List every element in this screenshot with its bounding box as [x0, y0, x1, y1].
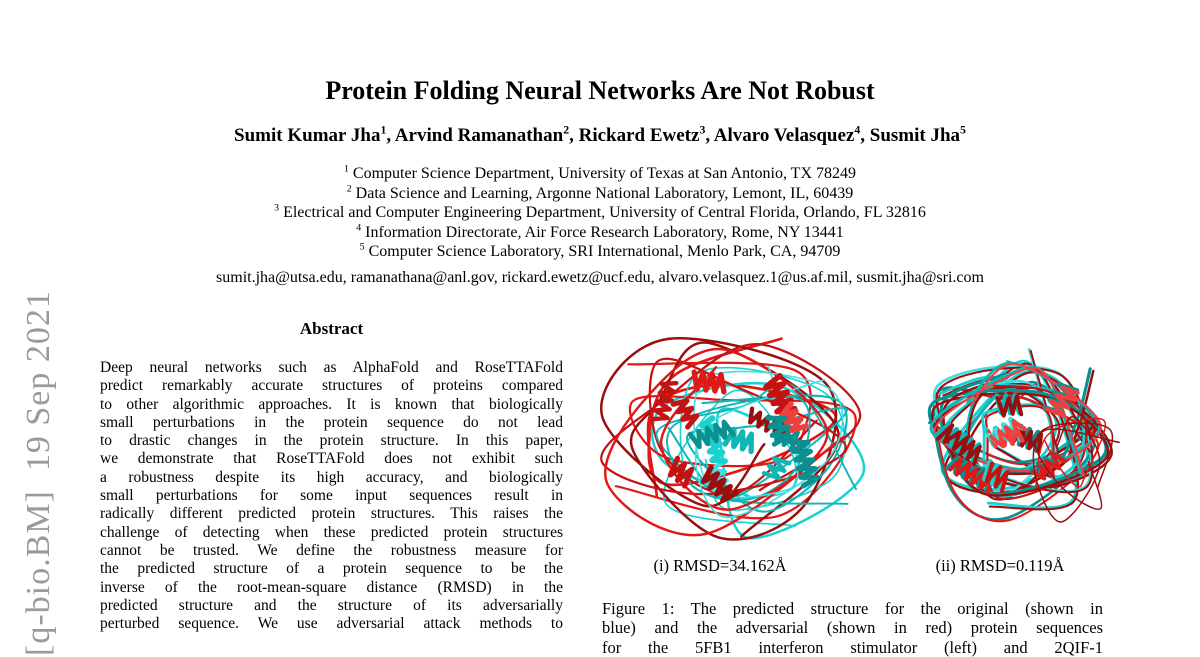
affiliation-superscript: 5: [359, 241, 365, 253]
abstract-line: cannot be trusted. We define the robustness measure for: [100, 541, 563, 559]
affiliation-superscript: 3: [274, 202, 280, 214]
abstract-line: to other algorithmic approaches. It is known that biologically: [100, 395, 563, 413]
author-name: Alvaro Velasquez: [713, 125, 855, 146]
author-superscript: 4: [854, 123, 861, 137]
affiliation-line: $^5$ Computer Science Laboratory, SRI International, Menlo Park, CA, 94709: [359, 241, 841, 260]
figure-caption-line: blue) and the adversarial (shown in red) protein sequences: [602, 618, 1103, 638]
author-superscript: 2: [563, 123, 570, 137]
abstract-line: predict remarkably accurate structures of proteins compared: [100, 377, 563, 395]
figure-caption: [602, 599, 1103, 657]
author-superscript: 1: [380, 123, 387, 137]
abstract-line: small perturbations for some input sequences result in: [100, 487, 563, 505]
affiliation-superscript: 2: [346, 183, 352, 195]
author-line: Sumit Kumar Jha$^1$, Arvind Ramanathan$^2$, Rickard Ewetz$^3$, Alvaro Velasquez$^4$, Susmit Jha$^5$: [234, 123, 966, 146]
abstract-line: radically different predicted protein structures. This raises the: [100, 505, 563, 523]
author-superscript: 5: [960, 123, 966, 137]
abstract-line: perturbed sequence. We use adversarial attack methods to: [100, 615, 563, 633]
affiliation-line: $^3$ Electrical and Computer Engineering Department, University of Central Florida, Orlando, FL 32816: [274, 202, 926, 221]
protein-ribbon-strand: [653, 383, 676, 419]
abstract-section: [100, 320, 563, 633]
affiliation-line: $^2$ Data Science and Learning, Argonne National Laboratory, Lemont, IL, 60439: [346, 183, 854, 202]
abstract-line: Deep neural networks such as AlphaFold and RoseTTAFold: [100, 359, 563, 376]
figure-caption-line: Figure 1: The predicted structure for the original (shown in: [602, 599, 1103, 618]
abstract-line: a robustness despite its high accuracy, and biologically: [100, 468, 563, 486]
abstract-line: the predicted structure of a protein sequence to be the: [100, 560, 563, 578]
author-superscript: 3: [699, 123, 706, 137]
abstract-line: inverse of the root-mean-square distance (RMSD) in the: [100, 578, 563, 596]
abstract-line: to drastic changes in the protein structure. In this paper,: [100, 432, 563, 450]
author-name: Rickard Ewetz: [578, 125, 700, 146]
figure-subcaption-ii: (ii) RMSD=0.119Å: [935, 556, 1065, 575]
figure-caption-line: for the 5FB1 interferon stimulator (left) and 2QIF-1: [602, 637, 1103, 657]
paper-title: Protein Folding Neural Networks Are Not Robust: [325, 76, 875, 105]
abstract-heading: Abstract: [299, 319, 364, 338]
affiliation-line: $^1$ Computer Science Department, University of Texas at San Antonio, TX 78249: [343, 163, 857, 182]
affiliation-superscript: 1: [343, 163, 349, 175]
email-line: sumit.jha@utsa.edu, ramanathana@anl.gov, rickard.ewetz@ucf.edu, alvaro.velasquez.1@us.af.mil, susmit.jha@sri.com: [216, 268, 984, 286]
protein-structures-figure: [598, 329, 1163, 555]
arxiv-watermark: [q-bio.BM] 19 Sep 2021: [20, 290, 57, 656]
abstract-line: we demonstrate that RoseTTAFold does not exhibit such: [100, 450, 563, 468]
abstract-line: predicted structure and the structure of its adversarially: [100, 596, 563, 614]
affiliation-superscript: 4: [356, 222, 362, 234]
author-name: Sumit Kumar Jha: [234, 125, 381, 146]
abstract-line: challenge of detecting when these predicted protein structures: [100, 523, 563, 541]
author-name: Susmit Jha: [869, 125, 961, 146]
abstract-text: [100, 359, 563, 633]
affiliation-lines: [0, 164, 1200, 262]
protein-ribbon-strand: [694, 372, 724, 392]
affiliations-block: [0, 164, 1200, 287]
author-name: Arvind Ramanathan: [394, 125, 564, 146]
affiliation-line: $^4$ Information Directorate, Air Force Research Laboratory, Rome, NY 13441: [356, 222, 844, 241]
figure-subcaption-i: (i) RMSD=34.162Å: [653, 556, 787, 575]
abstract-line: small perturbations in the protein sequence do not lead: [100, 413, 563, 431]
